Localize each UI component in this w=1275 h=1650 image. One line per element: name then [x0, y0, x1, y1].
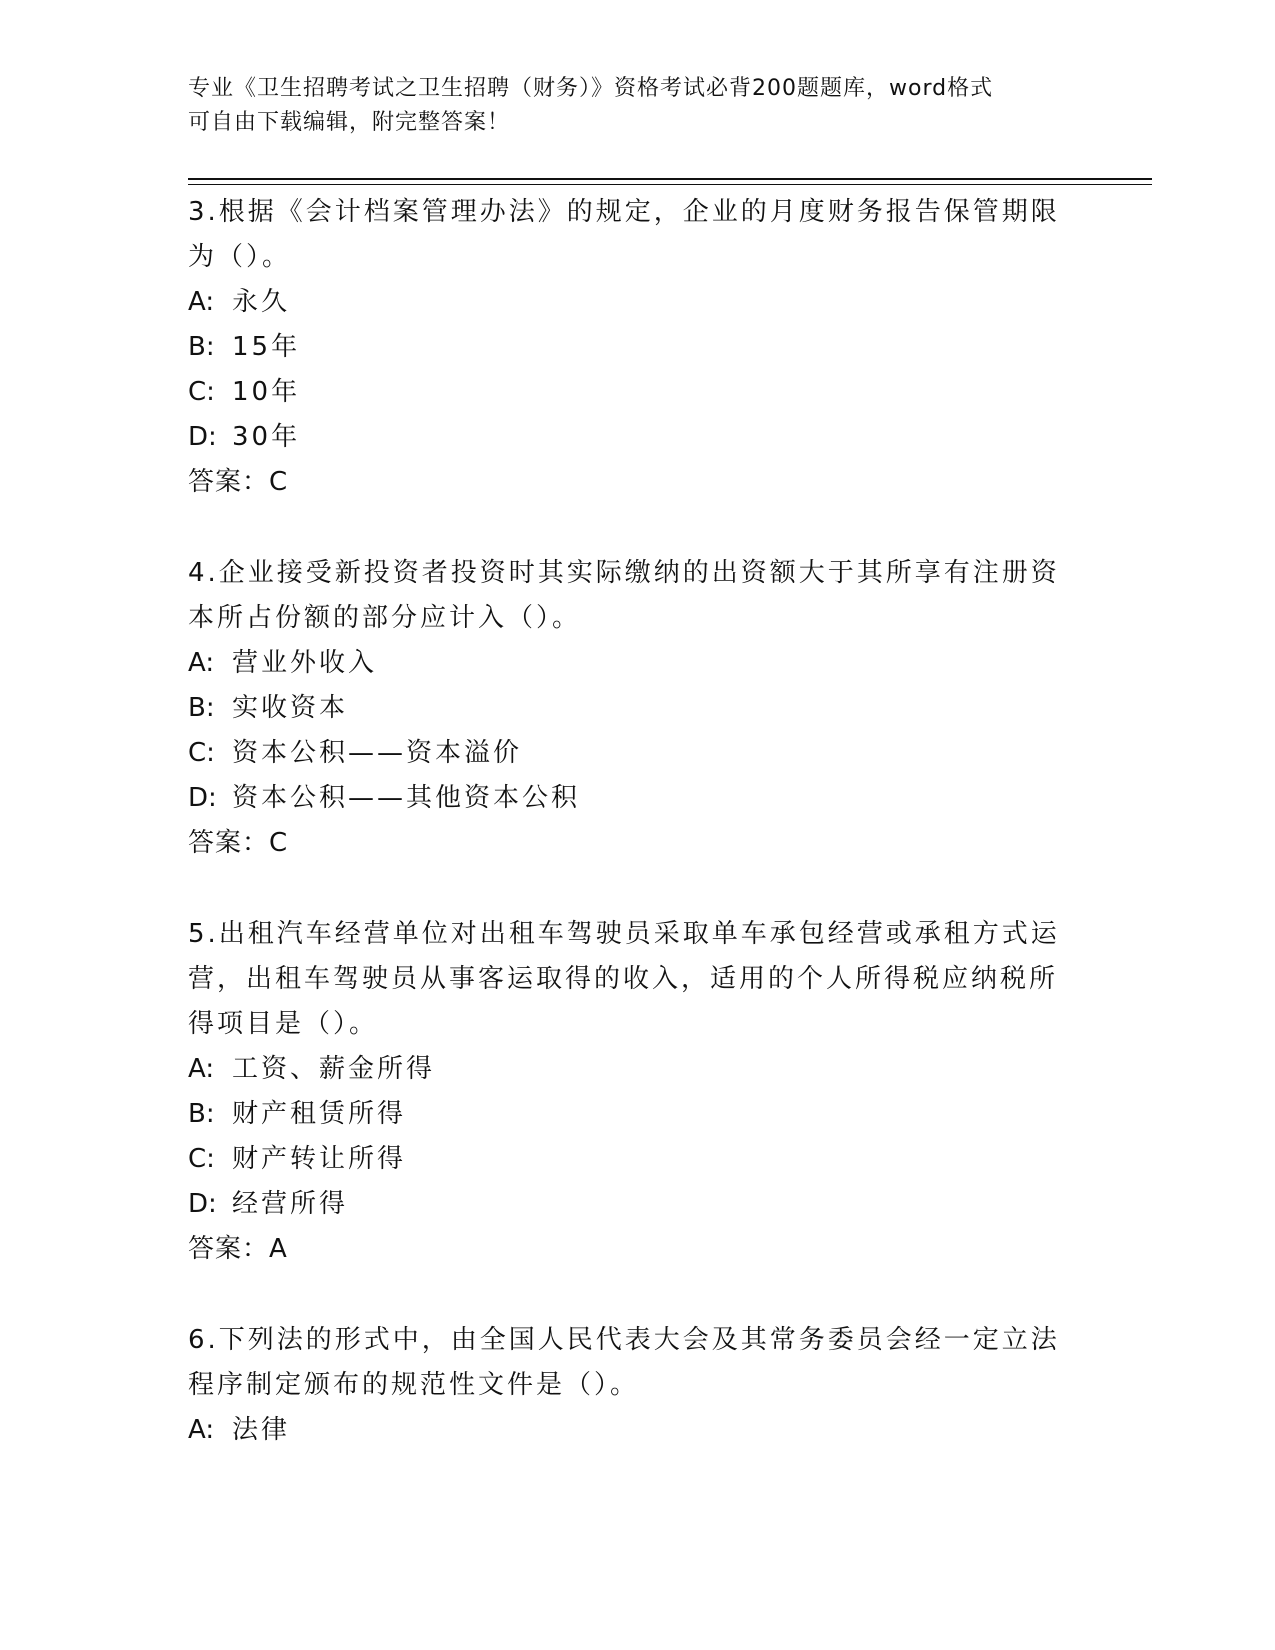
option-key: B: [188, 693, 215, 723]
question-item [188, 912, 1068, 1272]
question-stem: 5.出租汽车经营单位对出租车驾驶员采取单车承包经营或承租方式运营，出租车驾驶员从事客运取得的收入，适用的个人所得税应纳税所得项目是（）。 [188, 919, 1060, 1039]
option-key: B: [188, 332, 215, 362]
option-text: 营业外收入 [232, 648, 378, 678]
option-key: D: [188, 422, 217, 452]
option-key: A: [188, 287, 215, 317]
option-b [188, 325, 1068, 370]
question-stem: 6.下列法的形式中，由全国人民代表大会及其常务委员会经一定立法程序制定颁布的规范性文件是（）。 [188, 1325, 1060, 1400]
option-key: C: [188, 1144, 215, 1174]
question-item [188, 190, 1068, 505]
header-divider-thin [188, 184, 1152, 185]
option-text: 实收资本 [232, 693, 349, 723]
option-key: C: [188, 377, 215, 407]
option-a [188, 641, 1068, 686]
option-c [188, 1137, 1068, 1182]
option-d [188, 415, 1068, 460]
option-text: 工资、薪金所得 [232, 1054, 436, 1084]
answer-line: 答案：C [188, 467, 289, 497]
option-a [188, 1408, 1068, 1453]
option-c [188, 370, 1068, 415]
option-text: 30年 [232, 422, 301, 452]
option-text: 资本公积——其他资本公积 [232, 783, 581, 813]
option-text: 资本公积——资本溢价 [232, 738, 523, 768]
option-text: 15年 [232, 332, 301, 362]
option-a [188, 280, 1068, 325]
option-a [188, 1047, 1068, 1092]
option-text: 永久 [232, 287, 291, 317]
question-list [188, 190, 1068, 1499]
option-d [188, 1182, 1068, 1227]
question-stem: 3.根据《会计档案管理办法》的规定，企业的月度财务报告保管期限为（）。 [188, 197, 1060, 272]
option-key: A: [188, 1054, 215, 1084]
option-text: 法律 [232, 1415, 291, 1445]
option-c [188, 731, 1068, 776]
option-text: 财产转让所得 [232, 1144, 407, 1174]
document-header [188, 72, 1068, 140]
header-line-1: 专业《卫生招聘考试之卫生招聘（财务）》资格考试必背200题题库，word格式 [188, 76, 994, 101]
question-item [188, 551, 1068, 866]
option-text: 经营所得 [232, 1189, 349, 1219]
option-text: 财产租赁所得 [232, 1099, 407, 1129]
option-key: D: [188, 1189, 217, 1219]
header-line-2: 可自由下载编辑，附完整答案！ [188, 110, 511, 135]
option-key: A: [188, 648, 215, 678]
option-d [188, 776, 1068, 821]
answer-line: 答案：A [188, 1234, 288, 1264]
option-b [188, 686, 1068, 731]
option-b [188, 1092, 1068, 1137]
option-key: A: [188, 1415, 215, 1445]
option-key: C: [188, 738, 215, 768]
option-text: 10年 [232, 377, 301, 407]
question-item [188, 1318, 1068, 1453]
answer-line: 答案：C [188, 828, 289, 858]
option-key: B: [188, 1099, 215, 1129]
header-divider-thick [188, 178, 1152, 180]
question-stem: 4.企业接受新投资者投资时其实际缴纳的出资额大于其所享有注册资本所占份额的部分应计入（）。 [188, 558, 1060, 633]
option-key: D: [188, 783, 217, 813]
